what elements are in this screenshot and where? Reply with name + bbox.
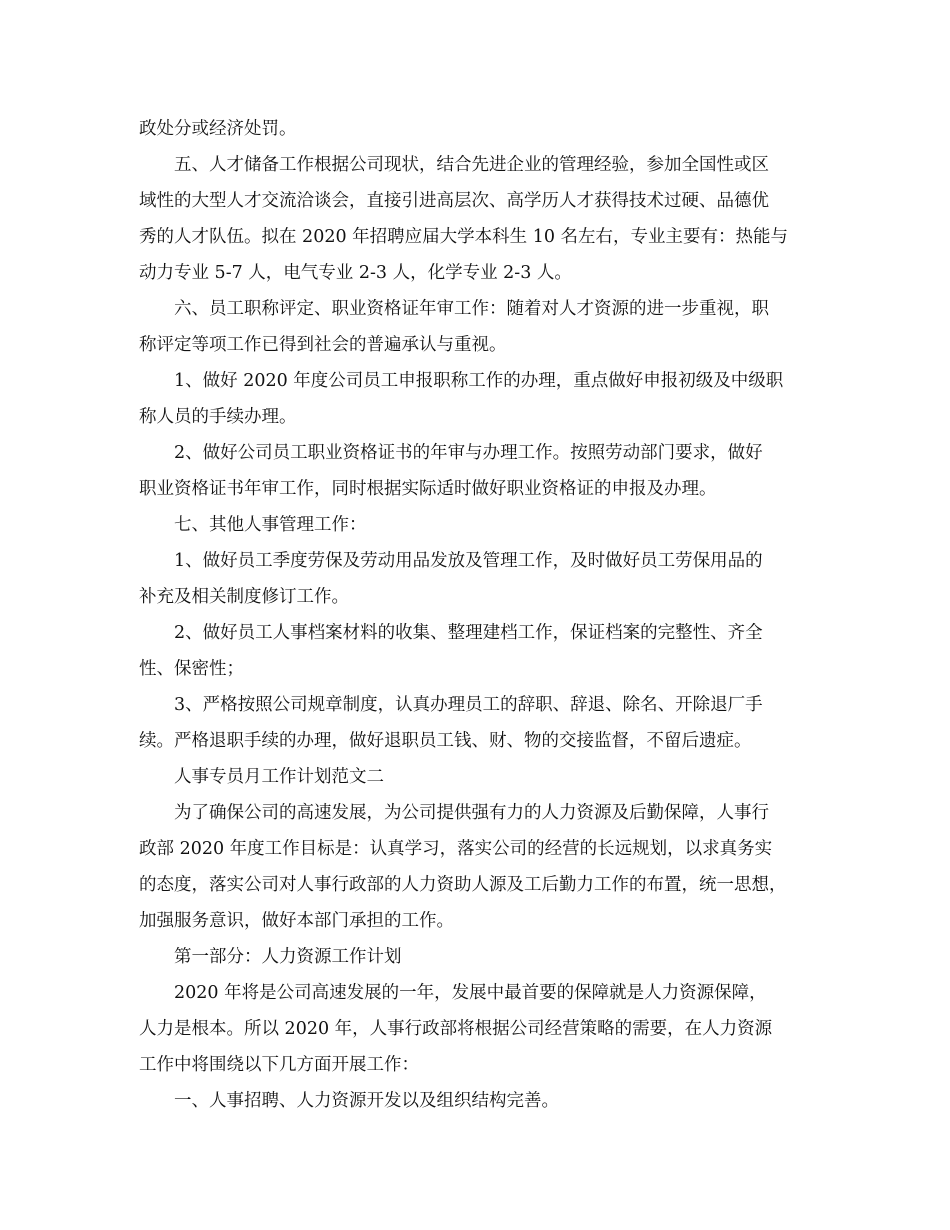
- text-line: 1、做好员工季度劳保及劳动用品发放及管理工作，及时做好员工劳保用品的: [174, 551, 763, 571]
- text-line: 补充及相关制度修订工作。: [139, 587, 349, 607]
- text-line: 性、保密性；: [139, 659, 244, 679]
- text-line: 秀的人才队伍。拟在 2020 年招聘应届大学本科生 10 名左右，专业主要有：热能与: [139, 227, 789, 247]
- text-line: 动力专业 5-7 人，电气专业 2-3 人，化学专业 2-3 人。: [139, 263, 572, 283]
- text-line: 五、人才储备工作根据公司现状，结合先进企业的管理经验，参加全国性或区: [174, 155, 769, 175]
- text-line: 2、做好公司员工职业资格证书的年审与办理工作。按照劳动部门要求，做好: [174, 443, 763, 463]
- text-line: 2020 年将是公司高速发展的一年，发展中最首要的保障就是人力资源保障，: [174, 983, 767, 1003]
- text-line: 续。严格退职手续的办理，做好退职员工钱、财、物的交接监督，不留后遗症。: [139, 731, 752, 751]
- text-line: 政部 2020 年度工作目标是：认真学习，落实公司的经营的长远规划，以求真务实: [139, 839, 773, 859]
- text-line: 职业资格证书年审工作，同时根据实际适时做好职业资格证的申报及办理。: [139, 479, 717, 499]
- text-line: 的态度，落实公司对人事行政部的人力资助人源及工后勤力工作的布置，统一思想，: [139, 875, 787, 895]
- text-line: 称评定等项工作已得到社会的普遍承认与重视。: [139, 335, 507, 355]
- text-line: 2、做好员工人事档案材料的收集、整理建档工作，保证档案的完整性、齐全: [174, 623, 763, 643]
- text-line: 六、员工职称评定、职业资格证年审工作：随着对人才资源的进一步重视，职: [174, 299, 769, 319]
- text-line: 一、人事招聘、人力资源开发以及组织结构完善。: [174, 1091, 559, 1111]
- text-line: 3、严格按照公司规章制度，认真办理员工的辞职、辞退、除名、开除退厂手: [174, 695, 763, 715]
- section-heading: 第一部分：人力资源工作计划: [174, 947, 402, 967]
- text-line: 七、其他人事管理工作：: [174, 515, 367, 535]
- text-line: 工作中将围绕以下几方面开展工作：: [139, 1055, 419, 1075]
- text-line: 域性的大型人才交流洽谈会，直接引进高层次、高学历人才获得技术过硬、品德优: [139, 191, 769, 211]
- text-line: 加强服务意识，做好本部门承担的工作。: [139, 911, 454, 931]
- text-line: 1、做好 2020 年度公司员工申报职称工作的办理，重点做好申报初级及中级职: [174, 371, 784, 391]
- text-line: 为了确保公司的高速发展，为公司提供强有力的人力资源及后勤保障，人事行: [174, 803, 769, 823]
- text-line: 政处分或经济处罚。: [139, 119, 297, 139]
- text-line: 称人员的手续办理。: [139, 407, 297, 427]
- section-heading: 人事专员月工作计划范文二: [174, 767, 384, 787]
- text-line: 人力是根本。所以 2020 年，人事行政部将根据公司经营策略的需要，在人力资源: [139, 1019, 773, 1039]
